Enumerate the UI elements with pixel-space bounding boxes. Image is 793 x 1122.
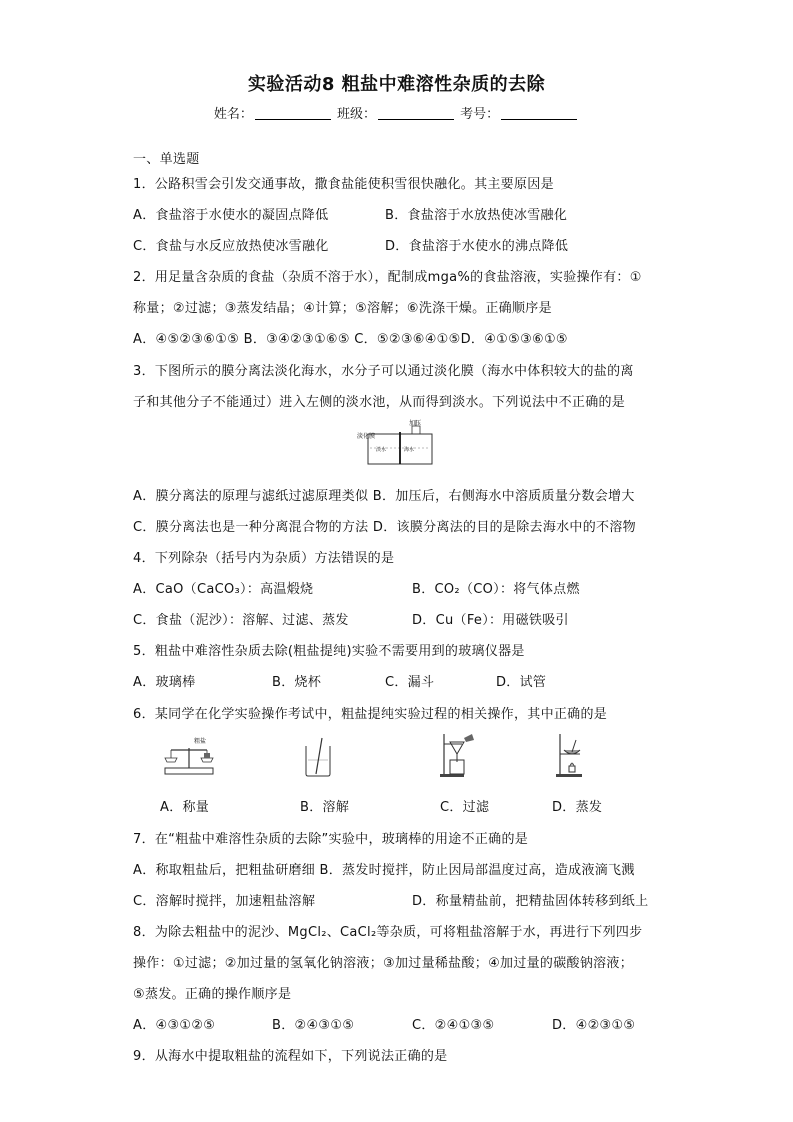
option-c[interactable]: C．食盐（泥沙）：溶解、过滤、蒸发	[133, 613, 349, 628]
exam-label: 考号：	[460, 107, 500, 122]
student-info	[0, 103, 793, 122]
exam-number-blank[interactable]	[501, 107, 577, 120]
evaporate-figure	[554, 732, 594, 778]
fresh-water-label: 淡水	[376, 447, 387, 453]
option-c[interactable]: C．过滤	[440, 800, 490, 815]
name-blank[interactable]	[255, 107, 331, 120]
option-c[interactable]: C．溶解时搅拌，加速粗盐溶解	[133, 894, 316, 909]
option-a[interactable]: A．称量	[160, 800, 210, 815]
option-a[interactable]: A．玻璃棒	[133, 675, 196, 690]
option-b[interactable]: B．烧杯	[272, 675, 322, 690]
question-stem: 2．用足量含杂质的食盐（杂质不溶于水），配制成mga%的食盐溶液，实验操作有：①	[133, 270, 642, 285]
option-d[interactable]: D．蒸发	[552, 800, 603, 815]
section-heading: 一、单选题	[133, 152, 200, 167]
option-d[interactable]: D．食盐溶于水使水的沸点降低	[385, 239, 569, 254]
option-a[interactable]: A．食盐溶于水使水的凝固点降低	[133, 208, 329, 223]
option-c[interactable]: C．食盐与水反应放热使冰雪融化	[133, 239, 329, 254]
membrane-label: 淡化膜	[357, 433, 376, 440]
option-b[interactable]: B．②④③①⑤	[272, 1018, 355, 1033]
option-a[interactable]: A．CaO（CaCO₃）：高温煅烧	[133, 582, 314, 597]
pressure-label: 加压	[409, 420, 422, 427]
option-c[interactable]: C．漏斗	[385, 675, 435, 690]
name-label: 姓名：	[213, 107, 253, 122]
option-d[interactable]: D．称量精盐前，把精盐固体转移到纸上	[412, 894, 649, 909]
option-d[interactable]: D．试管	[496, 675, 547, 690]
question-stem: 操作：①过滤；②加过量的氢氧化钠溶液；③加过量稀盐酸；④加过量的碳酸钠溶液；	[133, 956, 634, 971]
question-stem: 6．某同学在化学实验操作考试中，粗盐提纯实验过程的相关操作，其中正确的是	[133, 707, 608, 722]
balance-label: 粗盐	[194, 738, 207, 745]
option-b[interactable]: B．CO₂（CO）：将气体点燃	[412, 582, 580, 597]
question-stem: 8．为除去粗盐中的泥沙、MgCl₂、CaCl₂等杂质，可将粗盐溶解于水，再进行下列四步	[133, 925, 643, 940]
page-title: 实验活动8 粗盐中难溶性杂质的去除	[247, 74, 546, 95]
balance-figure	[163, 734, 215, 776]
option-b[interactable]: B．溶解	[300, 800, 350, 815]
question-stem: 3．下图所示的膜分离法淡化海水，水分子可以通过淡化膜（海水中体积较大的盐的离	[133, 364, 634, 379]
options-line[interactable]: A．④⑤②③⑥①⑤ B．③④②③①⑥⑤ C．⑤②③⑥④①⑤D．④①⑤③⑥①⑤	[133, 332, 568, 347]
option-ab[interactable]: A．称取粗盐后，把粗盐研磨细 B．蒸发时搅拌，防止因局部温度过高，造成液滴飞溅	[133, 863, 635, 878]
class-blank[interactable]	[378, 107, 454, 120]
option-d[interactable]: D．④②③①⑤	[552, 1018, 636, 1033]
question-stem: 子和其他分子不能通过）进入左侧的淡水池，从而得到淡水。下列说法中不正确的是	[133, 395, 626, 410]
option-ab[interactable]: A．膜分离法的原理与滤纸过滤原理类似 B．加压后，右侧海水中溶质质量分数会增大	[133, 489, 635, 504]
question-stem: 7．在“粗盐中难溶性杂质的去除”实验中，玻璃棒的用途不正确的是	[133, 832, 529, 847]
dissolve-figure	[300, 736, 336, 778]
seawater-label: 海水	[404, 447, 415, 453]
option-b[interactable]: B．食盐溶于水放热使冰雪融化	[385, 208, 568, 223]
question-stem: ⑤蒸发。正确的操作顺序是	[133, 987, 292, 1002]
question-stem: 9．从海水中提取粗盐的流程如下，下列说法正确的是	[133, 1049, 448, 1064]
option-d[interactable]: D．Cu（Fe）：用磁铁吸引	[412, 613, 569, 628]
question-stem: 5．粗盐中难溶性杂质去除(粗盐提纯)实验不需要用到的玻璃仪器是	[133, 644, 525, 659]
option-cd[interactable]: C．膜分离法也是一种分离混合物的方法 D．该膜分离法的目的是除去海水中的不溶物	[133, 520, 636, 535]
question-stem: 1．公路积雪会引发交通事故，撒食盐能使积雪很快融化。其主要原因是	[133, 177, 554, 192]
option-a[interactable]: A．④③①②⑤	[133, 1018, 216, 1033]
membrane-figure	[356, 418, 436, 468]
question-stem: 4．下列除杂（括号内为杂质）方法错误的是	[133, 551, 395, 566]
question-stem: 称量；②过滤；③蒸发结晶；④计算；⑤溶解；⑥洗涤干燥。正确顺序是	[133, 301, 552, 316]
filter-figure	[438, 732, 478, 778]
class-label: 班级：	[336, 107, 376, 122]
option-c[interactable]: C．②④①③⑤	[412, 1018, 495, 1033]
